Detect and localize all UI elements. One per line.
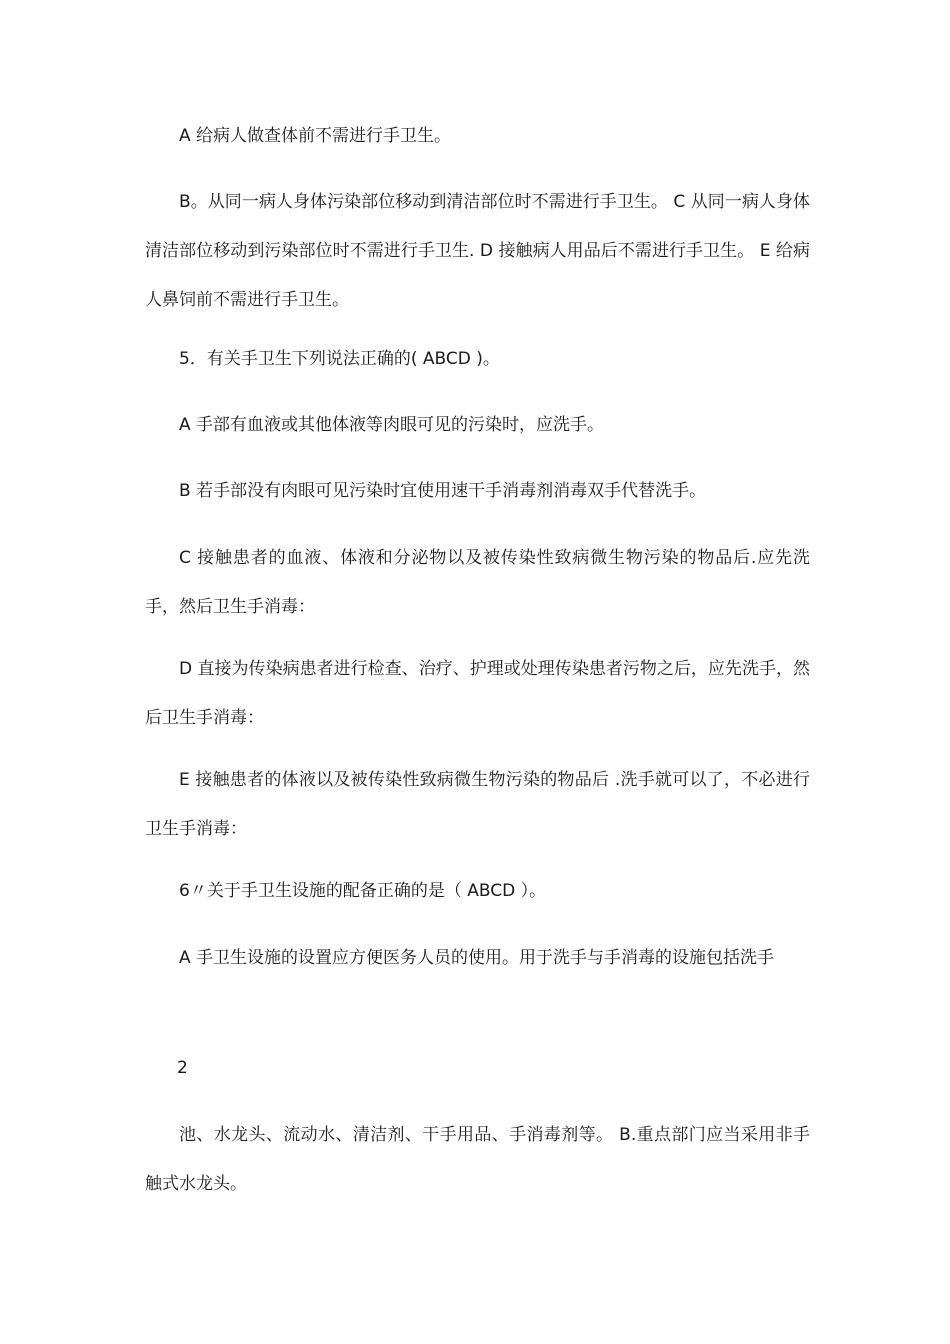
question-5-option-c: C 接触患者的血液、体液和分泌物以及被传染性致病微生物污染的物品后.应先洗手，然后卫生手消毒： <box>145 548 810 617</box>
paragraph-option-a: A 给病人做查体前不需进行手卫生。 <box>179 126 452 146</box>
question-5-option-e: E 接触患者的体液以及被传染性致病微生物污染的物品后 .洗手就可以了，不必进行卫生手消毒： <box>145 770 810 839</box>
question-6-option-a-continued: 池、水龙头、流动水、清洁剂、干手用品、手消毒剂等。 B.重点部门应当采用非手触式水龙头。 <box>145 1125 810 1194</box>
question-5-option-d: D 直接为传染病患者进行检查、治疗、护理或处理传染患者污物之后，应先洗手，然后卫生手消毒： <box>145 659 810 728</box>
question-6: 6〃关于手卫生设施的配备正确的是（ ABCD ）。 <box>179 881 547 901</box>
question-6-option-a: A 手卫生设施的设置应方便医务人员的使用。用于洗手与手消毒的设施包括洗手 <box>179 948 775 968</box>
page-number: 2 <box>177 1058 188 1078</box>
paragraph-options-b-to-e: B。从同一病人身体污染部位移动到清洁部位时不需进行手卫生。 C 从同一病人身体清洁部位移动到污染部位时不需进行手卫生. D 接触病人用品后不需进行手卫生。 E 给病人鼻饲前不需进行手卫生。 <box>145 192 810 310</box>
question-5: 5．有关手卫生下列说法正确的( ABCD )。 <box>179 349 500 369</box>
question-5-option-a: A 手部有血液或其他体液等肉眼可见的污染时，应洗手。 <box>179 415 605 435</box>
question-5-option-b: B 若手部没有肉眼可见污染时宜使用速干手消毒剂消毒双手代替洗手。 <box>179 481 707 501</box>
